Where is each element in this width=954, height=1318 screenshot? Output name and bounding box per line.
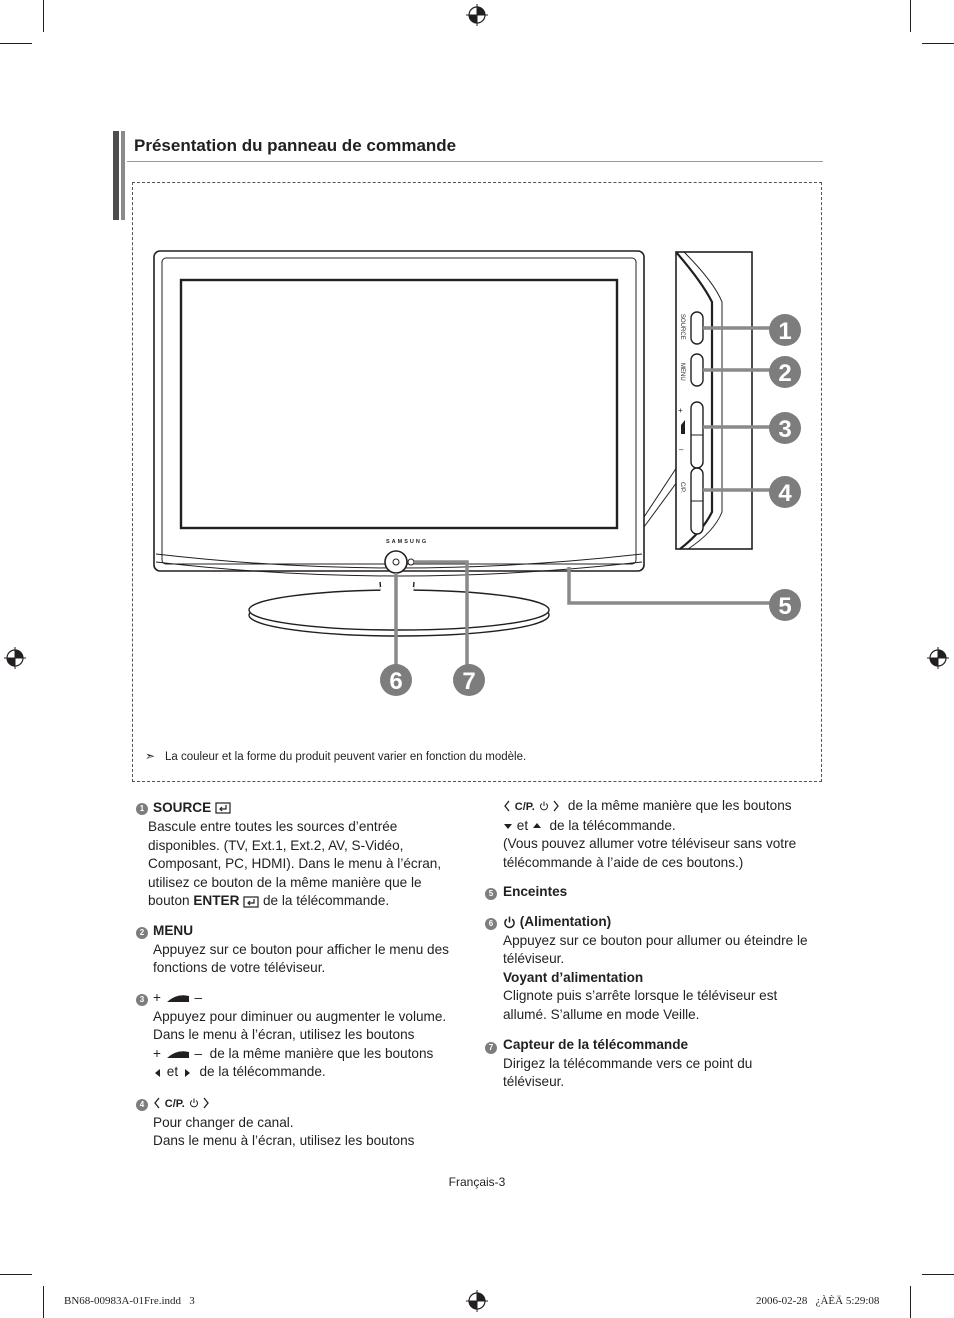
page-title: Présentation du panneau de commande bbox=[134, 136, 457, 155]
registration-mark-icon bbox=[4, 647, 26, 669]
registration-mark-icon bbox=[466, 4, 488, 26]
item-number-badge: 3 bbox=[136, 994, 148, 1006]
power-icon bbox=[189, 1098, 199, 1108]
callout-1: 1 bbox=[778, 318, 792, 345]
volume-icon bbox=[165, 993, 191, 1003]
registration-mark-icon bbox=[466, 1290, 488, 1312]
registration-mark-icon bbox=[927, 647, 949, 669]
power-icon bbox=[539, 801, 549, 811]
callout-6: 6 bbox=[389, 668, 403, 695]
item-number-badge: 5 bbox=[485, 888, 497, 900]
crop-mark bbox=[922, 43, 954, 44]
item-remote-sensor: Capteur de la télécommande Dirigez la télécommande vers ce point du téléviseur. bbox=[503, 1036, 823, 1092]
item-menu: MENU Appuyez sur ce bouton pour afficher le menu des fonctions de votre téléviseur. bbox=[153, 922, 473, 978]
minus-sign: – bbox=[194, 990, 203, 1005]
item-power: (Alimentation) Appuyez sur ce bouton pour allumer ou éteindre le téléviseur. Voyant d’alimentation Clignote puis s’arrête lorsque le téléviseur est allumé. S’allume en mode Veille. bbox=[503, 913, 823, 1025]
crop-mark bbox=[910, 0, 911, 32]
item-title: MENU bbox=[153, 923, 194, 938]
side-label-cp: C/P. bbox=[679, 482, 685, 493]
power-icon bbox=[503, 916, 516, 929]
side-label-menu: MENU bbox=[679, 363, 685, 381]
item-number-badge: 7 bbox=[485, 1042, 497, 1054]
volume-icon bbox=[165, 1049, 191, 1059]
arrow-left-icon bbox=[153, 1068, 163, 1078]
callout-4: 4 bbox=[778, 480, 792, 507]
callout-2: 2 bbox=[778, 360, 792, 387]
crop-mark bbox=[922, 1274, 954, 1275]
arrow-right-icon bbox=[182, 1068, 192, 1078]
item-channel-continued: C/P. de la même manière que les boutons et de la télécommande. (Vous pouvez allumer votre téléviseur sans votre télécommande à l’aide de ces boutons.) bbox=[503, 798, 797, 870]
enter-icon bbox=[215, 802, 231, 814]
section-bar bbox=[121, 131, 125, 220]
arrow-down-icon bbox=[503, 821, 513, 831]
side-label-minus: – bbox=[679, 445, 684, 454]
item-number-badge: 1 bbox=[136, 803, 148, 815]
note-arrow-icon: ➣ bbox=[145, 749, 156, 763]
slug-date: 2006-02-28 ¿ÀÈÄ 5:29:08 bbox=[756, 1295, 880, 1307]
divider bbox=[127, 161, 823, 162]
crop-mark bbox=[43, 0, 44, 32]
plus-sign: + bbox=[153, 990, 161, 1005]
enter-icon bbox=[243, 896, 259, 908]
crop-mark bbox=[43, 1286, 44, 1318]
side-label-plus: + bbox=[678, 406, 683, 415]
arrow-up-icon bbox=[532, 821, 542, 831]
item-subtitle: Voyant d’alimentation bbox=[503, 969, 644, 985]
item-number-badge: 4 bbox=[136, 1099, 148, 1111]
chevron-left-icon bbox=[153, 1097, 161, 1109]
tv-control-panel-figure bbox=[132, 182, 820, 780]
slug-file: BN68-00983A-01Fre.indd 3 bbox=[64, 1295, 195, 1307]
item-number-badge: 6 bbox=[485, 918, 497, 930]
callout-7: 7 bbox=[462, 668, 476, 695]
item-title: SOURCE bbox=[153, 800, 212, 815]
item-title: Enceintes bbox=[503, 884, 568, 899]
item-source bbox=[153, 799, 473, 818]
cp-label: C/P. bbox=[164, 1098, 185, 1110]
item-source-desc: Bascule entre toutes les sources d’entrée disponibles. (TV, Ext.1, Ext.2, AV, S-Vidéo, Composant, PC, HDMI). Dans le menu à l’écran, utilisez ce bouton de la même manière que le bouton ENTER de la télécommande. bbox=[148, 819, 442, 909]
crop-mark bbox=[0, 43, 32, 44]
item-channel: C/P. Pour changer de canal. Dans le menu à l’écran, utilisez les boutons bbox=[153, 1098, 415, 1149]
chevron-right-icon bbox=[552, 800, 560, 812]
item-title: (Alimentation) bbox=[519, 914, 612, 929]
section-bar bbox=[113, 131, 119, 220]
item-speakers bbox=[503, 883, 823, 902]
figure-note: La couleur et la forme du produit peuvent varier en fonction du modèle. bbox=[165, 751, 527, 763]
item-title: Capteur de la télécommande bbox=[503, 1037, 689, 1052]
crop-mark bbox=[910, 1286, 911, 1318]
brand-logo: SAMSUNG bbox=[386, 539, 429, 545]
callout-3: 3 bbox=[778, 416, 792, 443]
item-volume: + – Appuyez pour diminuer ou augmenter le volume. Dans le menu à l’écran, utilisez les boutons + – de la même manière que les boutons et de la télécommande. bbox=[153, 990, 447, 1080]
side-label-source: SOURCE bbox=[679, 314, 685, 340]
page-number: Français-3 bbox=[448, 1175, 506, 1189]
callout-5: 5 bbox=[778, 593, 792, 620]
crop-mark bbox=[0, 1274, 32, 1275]
chevron-left-icon bbox=[503, 800, 511, 812]
item-number-badge: 2 bbox=[136, 927, 148, 939]
chevron-right-icon bbox=[202, 1097, 210, 1109]
